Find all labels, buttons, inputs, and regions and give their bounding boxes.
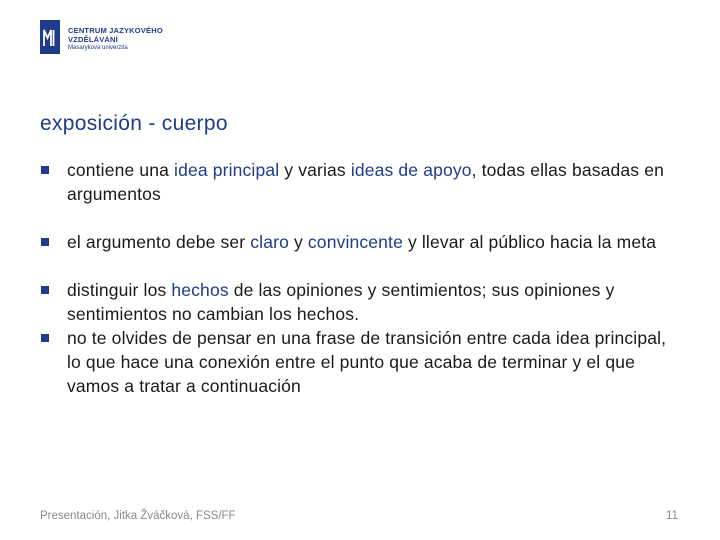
text-segment: y varias bbox=[279, 160, 351, 180]
bullet-list bbox=[40, 158, 680, 398]
text-segment: y llevar al público hacia la meta bbox=[402, 232, 657, 252]
footer-presentation-info: Presentación, Jitka Žváčková, FSS/FF bbox=[40, 510, 236, 522]
logo-text bbox=[68, 26, 163, 53]
page-number: 11 bbox=[666, 510, 678, 522]
logo-line3: Masarykova univerzita bbox=[68, 45, 128, 51]
bullet-text bbox=[67, 328, 666, 396]
text-segment: de las opiniones y sentimientos; sus opiniones y sentimientos no cambian los hechos. bbox=[67, 280, 615, 324]
logo-line1: CENTRUM JAZYKOVÉHO bbox=[68, 26, 163, 35]
slide-title: exposición - cuerpo bbox=[40, 112, 228, 135]
bullet-square-icon bbox=[41, 166, 49, 174]
text-segment: no te olvides de pensar en una frase de transición entre cada idea principal, lo que hace una conexión entre el punto que acaba de terminar y el que vamos a tratar a continuación bbox=[67, 328, 667, 396]
bullet-item bbox=[40, 278, 680, 326]
bullet-text bbox=[67, 232, 656, 252]
bullet-square-icon bbox=[41, 334, 49, 342]
bullet-text bbox=[67, 280, 615, 324]
bullet-square-icon bbox=[41, 286, 49, 294]
text-segment: contiene una bbox=[67, 160, 175, 180]
highlighted-phrase: idea principal bbox=[174, 160, 280, 180]
bullet-item bbox=[40, 230, 680, 254]
bullet-item bbox=[40, 158, 680, 206]
text-segment: , todas ellas basadas en argumentos bbox=[67, 160, 664, 204]
highlighted-phrase: ideas de apoyo bbox=[350, 160, 472, 180]
cjv-logo bbox=[40, 20, 163, 64]
highlighted-phrase: convincente bbox=[307, 232, 403, 252]
highlighted-phrase: hechos bbox=[171, 280, 229, 300]
logo-line2: VZDĚLÁVÁNÍ bbox=[68, 35, 118, 44]
text-segment: distinguir los bbox=[67, 280, 172, 300]
text-segment: y bbox=[288, 232, 308, 252]
bullet-item bbox=[40, 326, 680, 398]
bullet-square-icon bbox=[41, 238, 49, 246]
muni-logo-icon bbox=[40, 20, 60, 54]
text-segment: el argumento debe ser bbox=[67, 232, 251, 252]
highlighted-phrase: claro bbox=[250, 232, 289, 252]
bullet-text bbox=[67, 160, 664, 204]
